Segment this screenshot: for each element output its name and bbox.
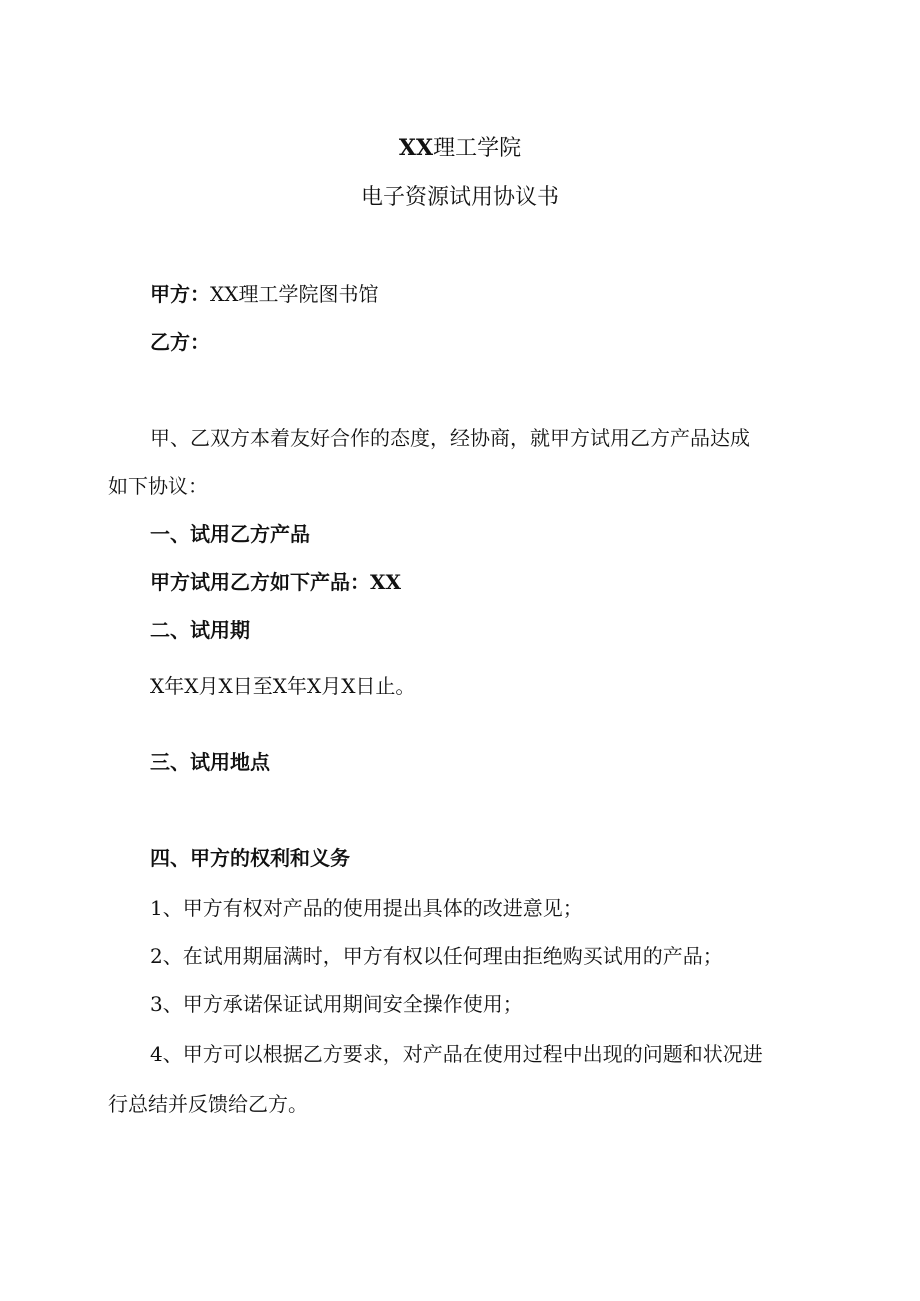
- party-a-value: XX理工学院图书馆: [210, 282, 379, 306]
- document-title: [0, 136, 920, 161]
- document-subtitle: 电子资源试用协议书: [360, 185, 559, 210]
- section-2-text: X年X月X日至X年X月X日止。: [150, 674, 416, 698]
- section-1-text: [150, 570, 401, 594]
- party-a-line: [150, 282, 378, 306]
- section-4-item-2: 2、在试用期届满时，甲方有权以任何理由拒绝购买试用的产品；: [150, 944, 723, 968]
- section-1-text-label: 甲方试用乙方如下产品：: [150, 570, 370, 594]
- title-prefix: XX: [398, 135, 434, 161]
- party-a-label: 甲方：: [150, 282, 210, 306]
- section-4-item-3: 3、甲方承诺保证试用期间安全操作使用；: [150, 992, 523, 1016]
- section-3-heading: 三、试用地点: [150, 750, 270, 774]
- section-1-heading: 一、试用乙方产品: [150, 522, 310, 546]
- title-main: 理工学院: [433, 136, 522, 161]
- section-4-heading: 四、甲方的权利和义务: [150, 846, 350, 870]
- section-2-heading: 二、试用期: [150, 618, 250, 642]
- intro-line-2: 如下协议：: [108, 474, 208, 498]
- section-4-item-4-line-2: 行总结并反馈给乙方。: [108, 1092, 308, 1116]
- section-1-text-value: XX: [370, 570, 402, 594]
- section-4-item-1: 1、甲方有权对产品的使用提出具体的改进意见；: [150, 896, 583, 920]
- section-4-item-4-line-1: 4、甲方可以根据乙方要求，对产品在使用过程中出现的问题和状况进: [150, 1042, 763, 1066]
- intro-line-1: 甲、乙双方本着友好合作的态度，经协商，就甲方试用乙方产品达成: [150, 426, 750, 450]
- party-b-label: 乙方：: [150, 330, 210, 354]
